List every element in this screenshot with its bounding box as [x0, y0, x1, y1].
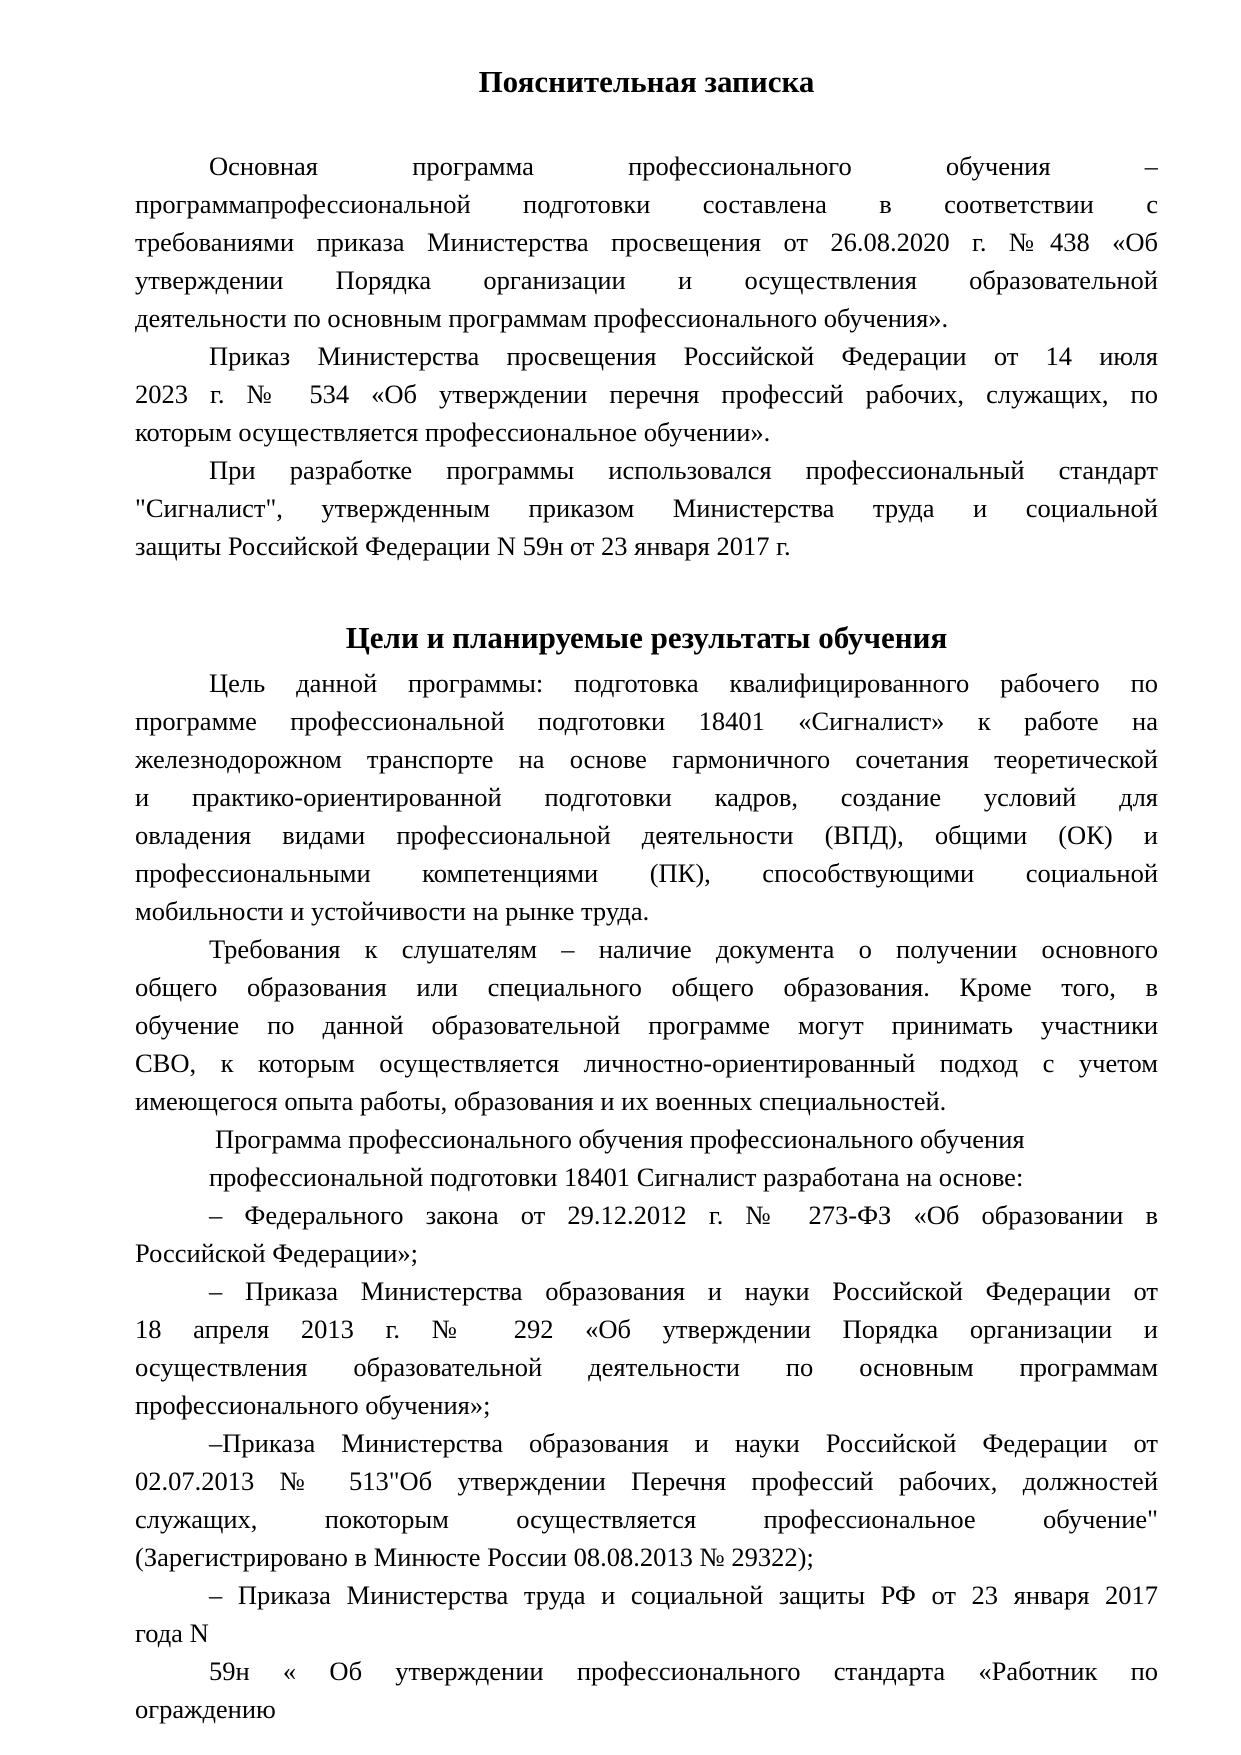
- text-line: Цель данной программы: подготовка квалифицированного рабочего по: [209, 668, 1158, 698]
- text-line: года N: [135, 1618, 209, 1648]
- text-line: деятельности по основным программам профессионального обучения».: [135, 303, 949, 333]
- paragraph: [135, 1120, 1158, 1158]
- text-line: Требования к слушателям – наличие документа о получении основного: [209, 934, 1158, 964]
- text-line: Приказ Министерства просвещения Российской Федерации от 14 июля: [209, 341, 1158, 371]
- text-line: утверждении Порядка организации и осуществления образовательной: [135, 265, 1158, 295]
- text-line: защиты Российской Федерации N 59н от 23 января 2017 г.: [135, 531, 791, 561]
- text-line: требованиями приказа Министерства просвещения от 26.08.2020 г. №438 «Об: [135, 227, 1158, 257]
- text-line: Основная программа профессионального обучения –: [209, 151, 1158, 181]
- paragraph: [135, 1424, 1158, 1576]
- text-line: –Приказа Министерства образования и науки Российской Федерации от: [209, 1428, 1158, 1458]
- text-line: 18 апреля 2013 г. № 292 «Об утверждении Порядка организации и: [135, 1314, 1158, 1344]
- paragraph: [135, 1158, 1158, 1196]
- text-line: профессионального обучения»;: [135, 1390, 491, 1420]
- text-line: профессиональной подготовки 18401 Сигналист разработана на основе:: [209, 1162, 1024, 1192]
- text-line: "Сигналист", утвержденным приказом Министерства труда и социальной: [135, 493, 1158, 523]
- text-line: ограждению: [135, 1694, 276, 1724]
- text-line: осуществления образовательной деятельности по основным программам: [135, 1352, 1158, 1382]
- text-line: Российской Федерации»;: [135, 1238, 418, 1268]
- text-line: обучение по данной образовательной программе могут принимать участники: [135, 1010, 1158, 1040]
- text-line: профессиональными компетенциями (ПК), способствующими социальной: [135, 858, 1158, 888]
- text-line: железнодорожном транспорте на основе гармоничного сочетания теоретической: [135, 744, 1158, 774]
- paragraph: [135, 451, 1158, 565]
- paragraph: [135, 1576, 1158, 1652]
- text-line: программапрофессиональной подготовки составлена в соответствии с: [135, 189, 1158, 219]
- text-line: служащих, покоторым осуществляется профессиональное обучение": [135, 1504, 1158, 1534]
- section-text: [135, 664, 1158, 1728]
- paragraph: [135, 337, 1158, 451]
- text-line: которым осуществляется профессиональное обучении».: [135, 417, 771, 447]
- paragraph: [135, 1652, 1158, 1728]
- text-line: программе профессиональной подготовки 18401 «Сигналист» к работе на: [135, 706, 1158, 736]
- text-line: овладения видами профессиональной деятельности (ВПД), общими (ОК) и: [135, 820, 1158, 850]
- text-line: Программа профессионального обучения профессионального обучения: [215, 1124, 1025, 1154]
- text-line: При разработке программы использовался профессиональный стандарт: [209, 455, 1158, 485]
- section-title: Цели и планируемые результаты обучения: [345, 620, 948, 655]
- text-line: – Приказа Министерства труда и социальной защиты РФ от 23 января 2017: [209, 1580, 1158, 1610]
- text-line: мобильности и устойчивости на рынке труда.: [135, 896, 650, 926]
- text-line: имеющегося опыта работы, образования и их военных специальностей.: [135, 1086, 947, 1116]
- text-line: – Приказа Министерства образования и науки Российской Федерации от: [209, 1276, 1158, 1306]
- text-line: СВО, к которым осуществляется личностно-ориентированный подход с учетом: [135, 1048, 1158, 1078]
- paragraph: [135, 1272, 1158, 1424]
- text-line: 2023 г. № 534 «Об утверждении перечня профессий рабочих, служащих, по: [135, 379, 1158, 409]
- text-line: 59н « Об утверждении профессионального стандарта «Работник по: [209, 1656, 1158, 1686]
- intro-text: [135, 147, 1158, 565]
- paragraph: [135, 664, 1158, 930]
- page-title: Пояснительная записка: [478, 64, 815, 99]
- paragraph: [135, 1196, 1158, 1272]
- text-line: общего образования или специального общего образования. Кроме того, в: [135, 972, 1158, 1002]
- text-line: (Зарегистрировано в Минюсте России 08.08.2013 № 29322);: [135, 1542, 814, 1572]
- text-line: – Федерального закона от 29.12.2012 г. № 273-ФЗ «Об образовании в: [209, 1200, 1158, 1230]
- paragraph: [135, 147, 1158, 337]
- paragraph: [135, 930, 1158, 1120]
- text-line: и практико-ориентированной подготовки кадров, создание условий для: [135, 782, 1158, 812]
- text-line: 02.07.2013 № 513"Об утверждении Перечня профессий рабочих, должностей: [135, 1466, 1158, 1496]
